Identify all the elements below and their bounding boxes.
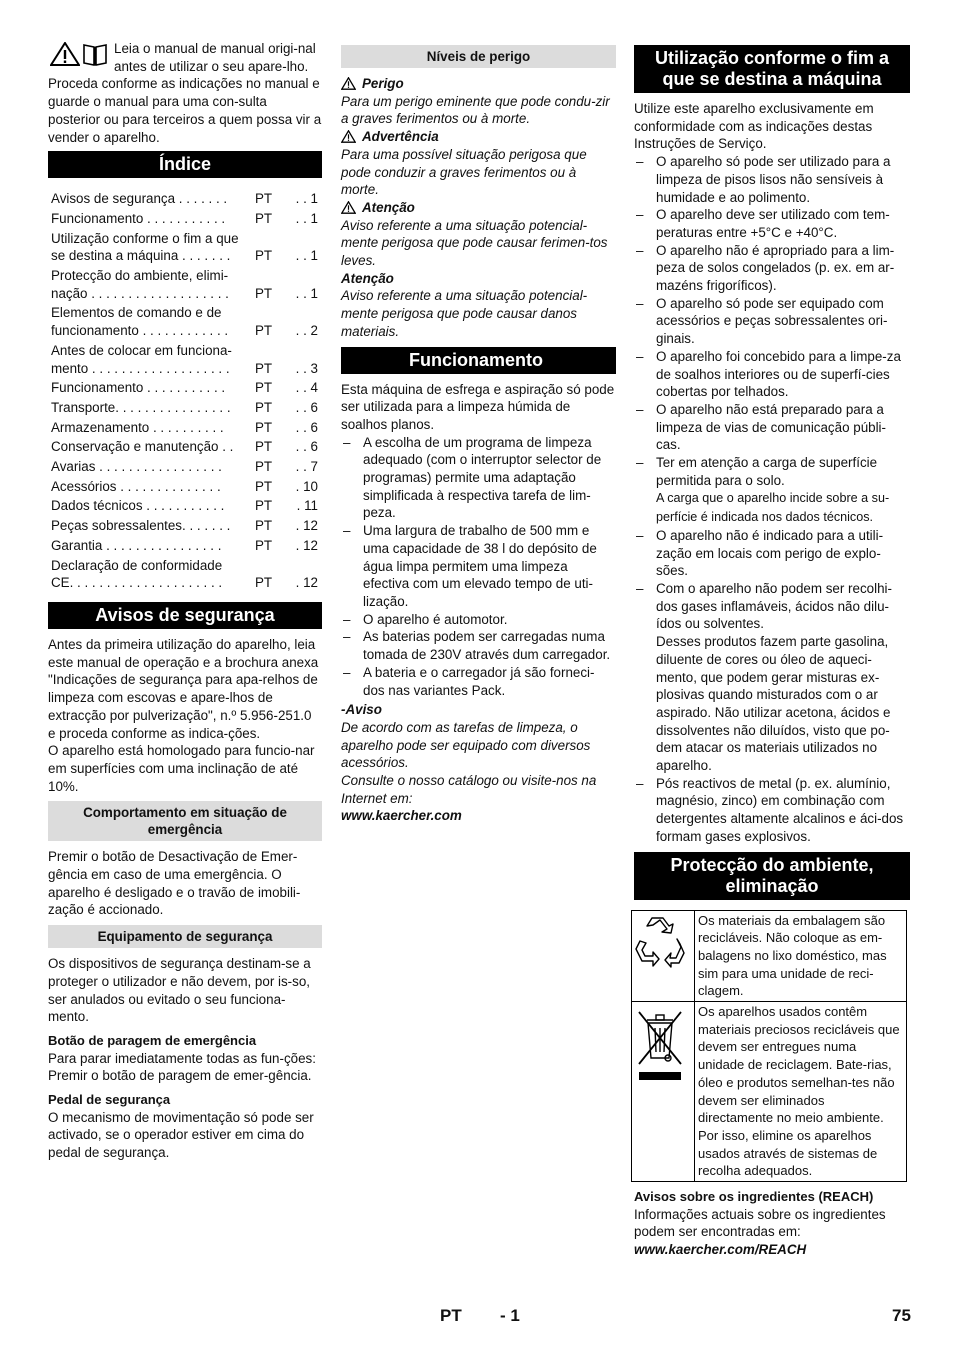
warning-text: Para uma possível situação perigosa que pode conduzir a graves ferimentos ou à morte.: [341, 146, 587, 198]
warning-triangle-icon: [341, 130, 356, 143]
list-item: – Uma largura de trabalho de 500 mm e uma capacidade de 38 l do depósito de água limpa permitem uma limpeza efectiva com um elevado tempo de uti-lização.: [341, 522, 616, 611]
bin-cell: [632, 1002, 695, 1182]
toc-lang: PT: [255, 575, 273, 591]
crossed-bin-icon: [635, 1008, 685, 1084]
list-item-gases: – Com o aparelho não podem ser recolhi-dos gases inflamáveis, ácidos não dilu-ídos ou solventes. Desses produtos fazem parte gasolina, diluente de cores ou óleo de aqueci-mento, que podem gerar misturas ex-plosivas quando misturados com o ar aspirado. Não utilizar acetona, ácidos e dissolventes não diluídos, visto que po-dem atacar os materiais utilizados no aparelho.: [634, 580, 910, 775]
toc-page: . 12: [295, 537, 318, 553]
toc-row[interactable]: [48, 537, 322, 557]
toc-title: Utilização conforme o fim a que se destina a máquina . . . . . . .: [51, 230, 239, 264]
toc-lang: PT: [255, 478, 273, 494]
toc-row[interactable]: [48, 210, 322, 230]
toc-title: Funcionamento . . . . . . . . . . .: [51, 210, 226, 226]
toc-lang: PT: [255, 419, 273, 435]
function-list: [341, 434, 616, 700]
intro-icons: [50, 42, 108, 66]
function-intro: Esta máquina de esfrega e aspiração só pode ser utilizada para a limpeza húmida de soalhos planos.: [341, 381, 615, 432]
toc-lang: PT: [255, 498, 273, 514]
warning-triangle-icon: [341, 201, 356, 214]
warning-label: Advertência: [341, 128, 616, 146]
attention-label: Atenção: [341, 270, 394, 286]
danger-text: Para um perigo eminente que pode condu-zir a graves ferimentos ou à morte.: [341, 93, 610, 127]
column-right: [634, 40, 910, 1259]
toc-row[interactable]: [48, 497, 322, 517]
toc-page: . . 6: [295, 439, 318, 455]
toc-lang: PT: [255, 285, 273, 301]
emergency-heading: Comportamento em situação de emergência: [48, 801, 322, 841]
intro-paragraph: Leia o manual de manual origi-nal antes de utilizar o seu apare-lho. Proceda conforme as indicações no manual e guarde o manual para uma con-sulta posterior ou para terceiros a quem possa vir a vender o aparelho.: [48, 41, 322, 145]
toc-row[interactable]: [48, 517, 322, 537]
toc-title: Declaração de conformidade CE. . . . . . . . . . . . . . . . . . . . .: [51, 557, 223, 591]
toc-row[interactable]: [48, 304, 322, 341]
recycle-icon: [635, 917, 685, 971]
toc-title: Avisos de segurança . . . . . . .: [51, 191, 228, 207]
toc-page: . . 2: [295, 323, 318, 339]
list-item: – O aparelho não está preparado para a limpeza de vias de comunicação públi-cas.: [634, 401, 910, 454]
toc-page: . . 4: [295, 380, 318, 396]
list-item: – As baterias podem ser carregadas numa tomada de 230V através dum carregador.: [341, 628, 616, 663]
caution-text: Aviso referente a uma situação potencial-mente perigosa que pode causar ferimen-tos leves.: [341, 217, 608, 269]
equipment-heading: Equipamento de segurança: [48, 925, 322, 948]
caution-label: Atenção: [341, 199, 616, 217]
toc-lang: PT: [255, 518, 273, 534]
index-heading: Índice: [48, 151, 322, 178]
recycle-cell: [632, 910, 695, 1002]
toc-row[interactable]: [48, 399, 322, 419]
toc-title: Garantia . . . . . . . . . . . . . . . .: [51, 537, 222, 553]
toc-title: Protecção do ambiente, elimi-nação . . . . . . . . . . . . . . . . . . .: [51, 268, 229, 301]
warning-triangle-icon: [341, 77, 356, 90]
toc-lang: PT: [255, 459, 273, 475]
note-text-2: Consulte o nosso catálogo ou visite-nos na Internet em:: [341, 773, 597, 806]
attention-text: Aviso referente a uma situação potencial-mente perigosa que pode causar danos materiais.: [341, 288, 588, 339]
column-middle: [341, 40, 616, 825]
equipment-text: Os dispositivos de segurança destinam-se a proteger o utilizador e não devem, por is-so, ser anulados ou evitado o seu funciona-mento.: [48, 956, 311, 1025]
toc-title: Funcionamento . . . . . . . . . . .: [51, 380, 226, 396]
warning-triangle-icon: [50, 42, 80, 66]
toc-page: . 10: [295, 478, 318, 494]
list-item: – O aparelho não é apropriado para a lim-peza de solos congelados (p. ex. em ar-mazéns frigoríficos).: [634, 242, 910, 295]
toc-row[interactable]: [48, 190, 322, 210]
list-item: – Pós reactivos de metal (p. ex. alumínio, magnésio, zinco) em combinação com detergentes altamente alcalinos e áci-dos formam gases explosivos.: [634, 775, 910, 846]
bin-text: Os aparelhos usados contêm materiais preciosos recicláveis que devem ser entregues numa unidade de reciclagem. Bate-rias, óleo e produtos semelhan-tes não devem ser eliminados directamente no meio ambiente. Por isso, elimine os aparelhos usados através de sistemas de recolha adequados.: [695, 1002, 907, 1182]
list-item: – O aparelho só pode ser equipado com acessórios e peças sobressalentes ori-ginais.: [634, 295, 910, 348]
toc-title: Armazenamento . . . . . . . . . .: [51, 419, 224, 435]
toc-page: . 12: [295, 518, 318, 534]
toc-page: . . 1: [295, 248, 318, 264]
list-item: – A bateria e o carregador já são forneci-dos nas variantes Pack.: [341, 664, 616, 699]
toc-page: . . 7: [295, 459, 318, 475]
toc-row[interactable]: [48, 230, 322, 267]
table-of-contents: [48, 190, 322, 594]
reach-heading: Avisos sobre os ingredientes (REACH): [634, 1189, 874, 1205]
toc-title: Antes de colocar em funciona-mento . . . . . . . . . . . . . . . . . . .: [51, 342, 232, 376]
list-item: – O aparelho só pode ser utilizado para a limpeza de pisos lisos não sensíveis à humidade e ao polimento.: [634, 153, 910, 206]
toc-title: Transporte. . . . . . . . . . . . . . . .: [51, 399, 231, 415]
toc-row[interactable]: [48, 557, 322, 594]
reach-url[interactable]: www.kaercher.com/REACH: [634, 1242, 807, 1258]
toc-page: . 12: [295, 575, 318, 591]
stop-text: Para parar imediatamente todas as fun-ções: Premir o botão de paragem de emer-gência.: [48, 1050, 316, 1084]
emergency-text: Premir o botão de Desactivação de Emer-gência em caso de uma emergência. O aparelho é desligado e o travão de imobili-zação é accionado.: [48, 849, 301, 918]
safety-heading: Avisos de segurança: [48, 602, 322, 629]
toc-page: . . 1: [295, 191, 318, 207]
toc-title: Peças sobressalentes. . . . . . .: [51, 518, 231, 534]
safety-paragraph-1: Antes da primeira utilização do aparelho, leia este manual de operação e a brochura anexa "Indicações de segurança para apa-relhos de limpeza com escovas e apare-lhos de extracção por pulverização", n.º 5.956-251.0 e proceda conforme as indica-ções.: [48, 636, 319, 741]
toc-lang: PT: [255, 439, 273, 455]
pedal-heading: Pedal de segurança: [48, 1092, 171, 1108]
use-intro: Utilize este aparelho exclusivamente em conformidade com as indicações destas Instruções de Serviço.: [634, 101, 874, 152]
list-item: – O aparelho foi concebido para a limpe-za de soalhos interiores ou de superfí-cies cobertas por telhados.: [634, 348, 910, 401]
list-item: – A escolha de um programa de limpeza adequado (com o interruptor selector de programas) permite uma adaptação simplificada à respectiva tarefa de lim-peza.: [341, 434, 616, 523]
danger-label: Perigo: [341, 75, 616, 93]
toc-lang: PT: [255, 191, 273, 207]
environment-heading: Protecção do ambiente, eliminação: [634, 852, 910, 900]
pedal-text: O mecanismo de movimentação só pode ser activado, se o operador estiver em cima do pedal de segurança.: [48, 1109, 314, 1161]
recycle-text: Os materiais da embalagem são recicláveis. Não coloque as em-balagens no lixo doméstico, mas sim para uma unidade de reci-clagem.: [695, 910, 907, 1002]
table-row: [632, 910, 907, 1002]
note-label: -Aviso: [341, 702, 382, 718]
toc-row[interactable]: [48, 438, 322, 458]
toc-title: Avarias . . . . . . . . . . . . . . . . .: [51, 459, 222, 475]
toc-row[interactable]: [48, 379, 322, 399]
reach-text: Informações actuais sobre os ingredientes podem ser encontradas em:: [634, 1206, 886, 1240]
toc-row[interactable]: [48, 342, 322, 379]
toc-row[interactable]: [48, 478, 322, 498]
list-item: – O aparelho deve ser utilizado com tem-peraturas entre +5°C e +40°C.: [634, 206, 910, 241]
list-item-load: – Ter em atenção a carga de superfície permitida para o solo. A carga que o aparelho incide sobre a su-perfície é indicada nos dados técnicos.: [634, 454, 910, 527]
stop-heading: Botão de paragem de emergência: [48, 1032, 257, 1048]
toc-page: . 11: [296, 498, 318, 514]
toc-lang: PT: [255, 248, 273, 264]
manual-book-icon: [82, 42, 108, 66]
toc-page: . . 1: [295, 285, 318, 301]
toc-page: . . 3: [295, 360, 318, 376]
toc-lang: PT: [255, 399, 273, 415]
function-heading: Funcionamento: [341, 347, 616, 374]
toc-lang: PT: [255, 323, 273, 339]
footer-lang: PT: [440, 1306, 462, 1325]
toc-page: . . 6: [295, 419, 318, 435]
toc-lang: PT: [255, 210, 273, 226]
environment-table: [631, 910, 907, 1183]
toc-row[interactable]: [48, 419, 322, 439]
use-list: [634, 153, 910, 845]
toc-title: Elementos de comando e de funcionamento . . . . . . . . . . . .: [51, 305, 229, 339]
levels-heading: Níveis de perigo: [341, 45, 616, 68]
note-text-1: De acordo com as tarefas de limpeza, o aparelho pode ser equipado com diversos acessórios.: [341, 719, 591, 771]
toc-page: . . 6: [295, 399, 318, 415]
list-item: – O aparelho não é indicado para a utili-zação em locais com perigo de explo-sões.: [634, 527, 910, 580]
toc-page: . . 1: [295, 210, 318, 226]
toc-lang: PT: [255, 380, 273, 396]
toc-row[interactable]: [48, 458, 322, 478]
safety-paragraph-2: O aparelho está homologado para funcio-nar em superfícies com uma inclinação de até 10%.: [48, 743, 315, 794]
toc-title: Acessórios . . . . . . . . . . . . . .: [51, 478, 221, 494]
list-item: – O aparelho é automotor.: [341, 611, 616, 629]
toc-lang: PT: [255, 537, 273, 553]
use-heading: Utilização conforme o fim a que se destina a máquina: [634, 45, 910, 93]
note-url[interactable]: www.kaercher.com: [341, 808, 462, 824]
toc-row[interactable]: [48, 267, 322, 304]
toc-title: Dados técnicos . . . . . . . . . . .: [51, 498, 225, 514]
column-left: [48, 40, 322, 1162]
footer-page-number: 75: [892, 1306, 911, 1325]
toc-title: Conservação e manutenção . .: [51, 439, 234, 455]
table-row: [632, 1002, 907, 1182]
footer-local-page: - 1: [500, 1306, 520, 1325]
toc-lang: PT: [255, 360, 273, 376]
